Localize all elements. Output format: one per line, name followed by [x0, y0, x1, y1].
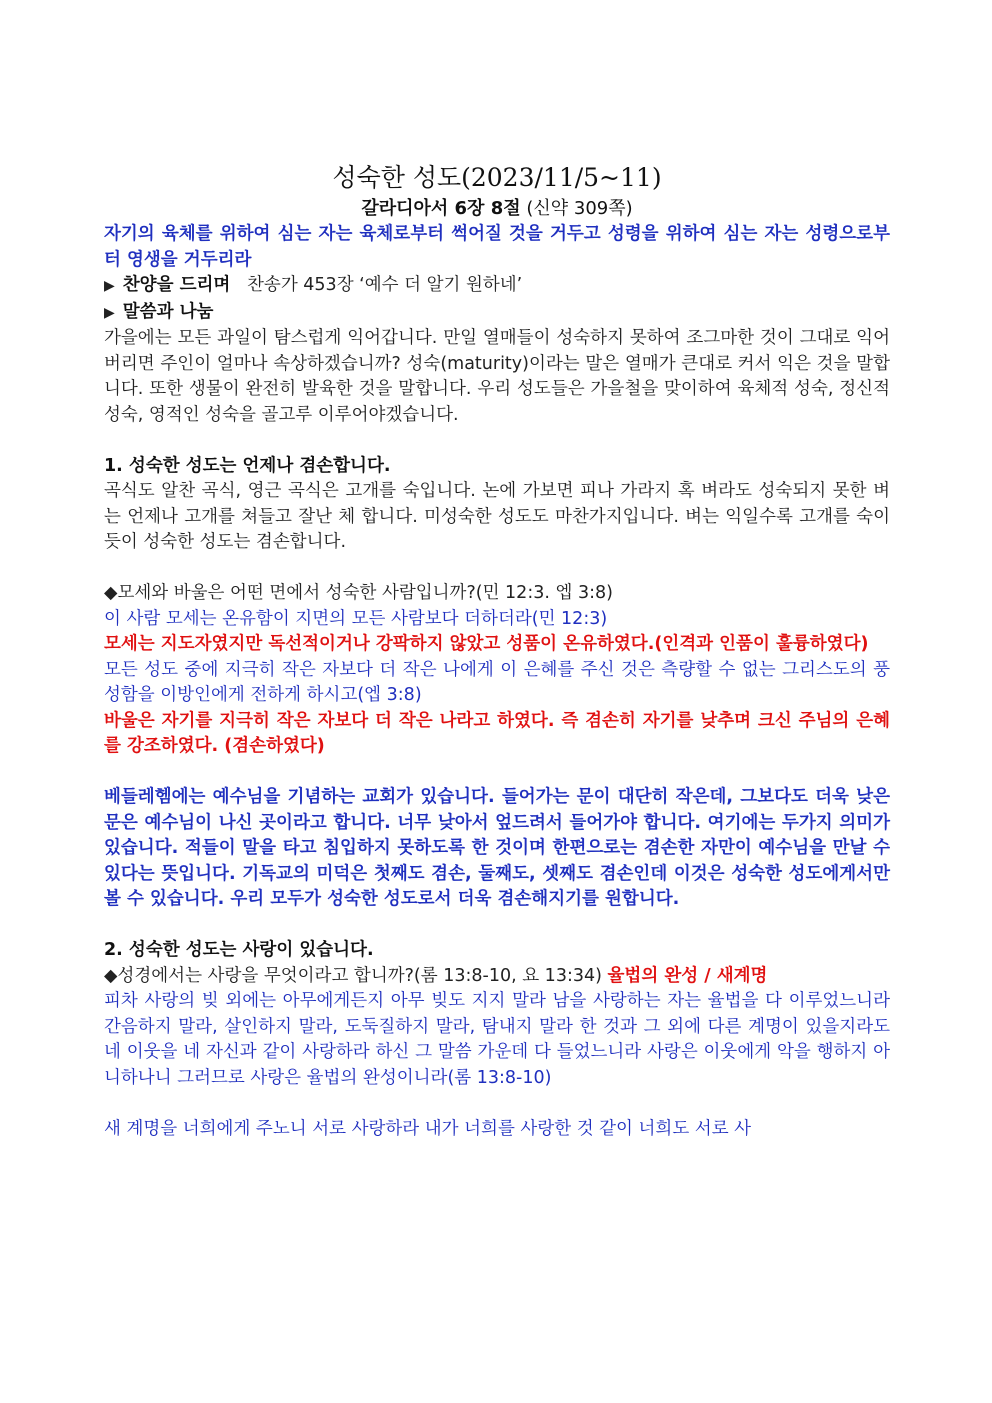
intro-paragraph: 가을에는 모든 과일이 탐스럽게 익어갑니다. 만일 열매들이 성숙하지 못하여 조그마한 것이 그대로 익어버리면 주인이 얼마나 속상하겠습니까? 성숙(maturity)이라는 말은 열매가 큰대로 커서 익은 것을 말합니다. 또한 생물이 완전히 발육한 것을 말합니다. 우리 성도들은 가을철을 맞이하여 육체적 성숙, 정신적 성숙, 영적인 성숙을 골고루 이루어야겠습니다.	[104, 328, 890, 425]
section-1-question: ◆모세와 바울은 어떤 면에서 성숙한 사람입니까?(민 12:3. 엡 3:8)	[104, 583, 613, 603]
key-verse: 자기의 육체를 위하여 심는 자는 육체로부터 썩어질 것을 거두고 성령을 위하여 심는 자는 성령으로부터 영생을 거두리라	[104, 224, 890, 270]
section-2-verse-2: 새 계명을 너희에게 주노니 서로 사랑하라 내가 너희를 사랑한 것 같이 너희도 서로 사	[104, 1118, 752, 1139]
page-title: 성숙한 성도(2023/11/5~11)	[332, 163, 662, 192]
section-1-story: 베들레헴에는 예수님을 기념하는 교회가 있습니다. 들어가는 문이 대단히 작은데, 그보다도 더욱 낮은 문은 예수님이 나신 곳이라고 합니다. 너무 낮아서 엎드려서 들어가야 합니다. 여기에는 두가지 의미가 있습니다. 적들이 말을 타고 침입하지 못하도록 한 것이며 한편으로는 겸손한 자만이 예수님을 만날 수 있다는 뜻입니다. 기독교의 미덕은 첫째도 겸손, 둘째도, 셋째도 겸손인데 이것은 성숙한 성도에게서만 볼 수 있습니다. 우리 모두가 성숙한 성도로서 더욱 겸손해지기를 원합니다.	[104, 787, 890, 909]
section-2-question-line	[104, 964, 890, 990]
spacer	[104, 760, 890, 786]
section-1-heading: 1. 성숙한 성도는 언제나 겸손합니다.	[104, 455, 391, 476]
scripture-reference	[104, 196, 890, 222]
section-1-answer-2: 바울은 자기를 지극히 작은 자보다 더 작은 나라고 하였다. 즉 겸손히 자기를 낮추며 크신 주님의 은혜를 강조하였다. (겸손하였다)	[104, 710, 890, 756]
triangle-bullet-icon: ▶	[104, 304, 115, 321]
section-1-body: 곡식도 알찬 곡식, 영근 곡식은 고개를 숙입니다. 논에 가보면 피나 가라지 혹 벼라도 성숙되지 못한 벼는 언제나 고개를 쳐들고 잘난 체 합니다. 미성숙한 성도도 마찬가지입니다. 벼는 익일수록 고개를 숙이듯이 성숙한 성도는 겸손합니다.	[104, 481, 890, 552]
triangle-bullet-icon: ▶	[104, 278, 115, 294]
section-2-heading: 2. 성숙한 성도는 사랑이 있습니다.	[104, 940, 374, 960]
document-content	[104, 160, 890, 1142]
section-1-verse-2: 모든 성도 중에 지극히 작은 자보다 더 작은 나에게 이 은혜를 주신 것은 측량할 수 없는 그리스도의 풍성함을 이방인에게 전하게 하시고(엡 3:8)	[104, 659, 890, 705]
spacer	[104, 556, 890, 582]
sharing-line	[104, 300, 890, 327]
spacer	[104, 913, 890, 939]
spacer	[104, 428, 890, 454]
hymn-line	[104, 273, 890, 300]
hymn-text: 찬송가 453장 ‘예수 더 알기 원하네’	[247, 275, 523, 295]
scripture-reference-page: (신약 309쪽)	[520, 198, 633, 219]
hymn-label: 찬양을 드리며	[122, 275, 231, 295]
section-1-answer-1: 모세는 지도자였지만 독선적이거나 강팍하지 않았고 성품이 온유하였다.(인격과 인품이 훌륭하였다)	[104, 634, 869, 654]
sharing-label: 말씀과 나눔	[122, 301, 214, 322]
section-2-verse-1: 피차 사랑의 빚 외에는 아무에게든지 아무 빚도 지지 말라 남을 사랑하는 자는 율법을 다 이루었느니라 간음하지 말라, 살인하지 말라, 도둑질하지 말라, 탐내지 말라 한 것과 그 외에 다른 계명이 있을지라도 네 이웃을 네 자신과 같이 사랑하라 하신 그 말씀 가운데 다 들었느니라 사랑은 이웃에게 악을 행하지 아니하나니 그러므로 사랑은 율법의 완성이니라(롬 13:8-10)	[104, 991, 890, 1088]
scripture-reference-bold: 갈라디아서 6장 8절	[361, 198, 521, 219]
section-2-answer: 율법의 완성 / 새계명	[607, 965, 768, 986]
spacer	[104, 1091, 890, 1117]
section-1-verse-1: 이 사람 모세는 온유함이 지면의 모든 사람보다 더하더라(민 12:3)	[104, 608, 608, 629]
section-2-question: ◆성경에서는 사랑을 무엇이라고 합니까?(롬 13:8-10, 요 13:34)	[104, 965, 608, 986]
